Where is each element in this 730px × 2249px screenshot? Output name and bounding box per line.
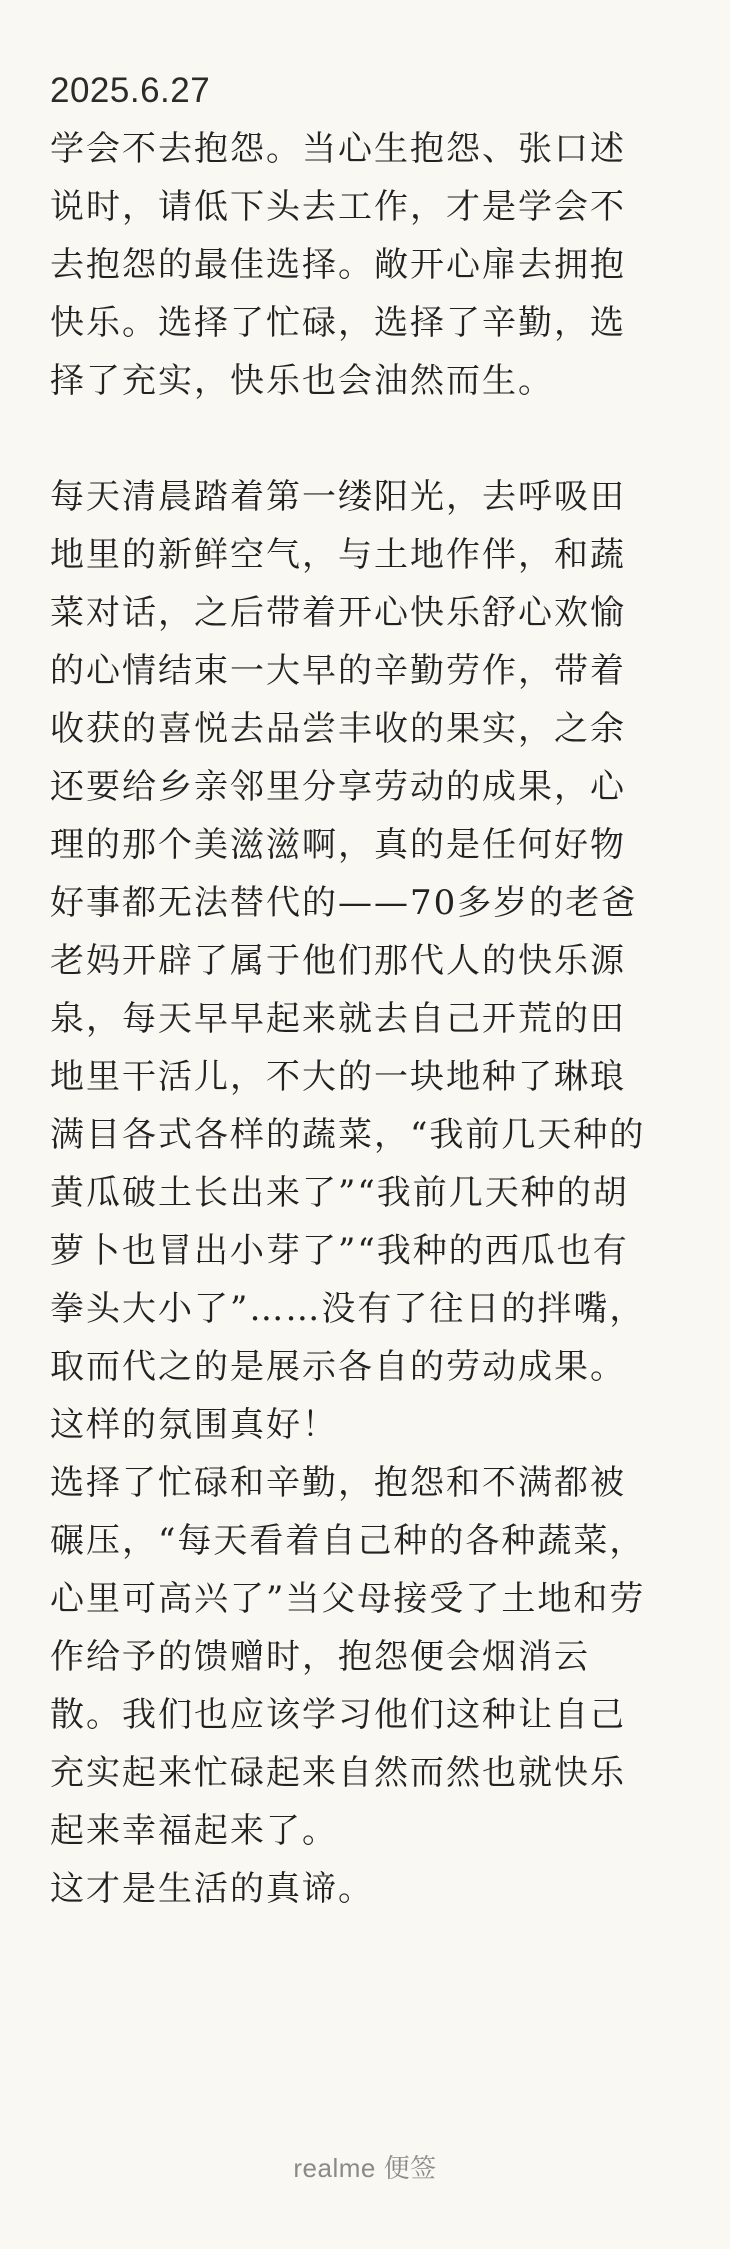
note-content [50,62,690,1918]
note-paragraph: 选择了忙碌和辛勤，抱怨和不满都被 碾压，“每天看着自己种的各种蔬菜， 心里可高兴了”当父母接受了土地和劳 作给予的馈赠时，抱怨便会烟消云 散。我们也应该学习他们这种让自己 充实起来忙碌起来自然而然也就快乐 起来幸福起来了。 [50,1463,646,1851]
note-date: 2025.6.27 [50,71,211,110]
note-paragraph: 这才是生活的真谛。 [50,1869,374,1909]
note-paragraph: 每天清晨踏着第一缕阳光，去呼吸田 地里的新鲜空气，与土地作伴，和蔬 菜对话，之后带着开心快乐舒心欢愉 的心情结束一大早的辛勤劳作，带着 收获的喜悦去品尝丰收的果实，之余 还要给乡亲邻里分享劳动的成果，心 理的那个美滋滋啊，真的是任何好物 好事都无法替代的——70多岁的老爸 老妈开辟了属于他们那代人的快乐源 泉，每天早早起来就去自己开荒的田 地里干活儿，不大的一块地种了琳琅 满目各式各样的蔬菜，“我前几天种的 黄瓜破土长出来了”“我前几天种的胡 萝卜也冒出小芽了”“我种的西瓜也有 拳头大小了”……没有了往日的拌嘴， 取而代之的是展示各自的劳动成果。 这样的氛围真好！ [50,477,646,1445]
app-watermark: realme 便签 [293,2153,437,2183]
note-paragraph: 学会不去抱怨。当心生抱怨、张口述 说时，请低下头去工作，才是学会不 去抱怨的最佳选择。敞开心扉去拥抱 快乐。选择了忙碌，选择了辛勤，选 择了充实，快乐也会油然而生。 [50,129,626,401]
